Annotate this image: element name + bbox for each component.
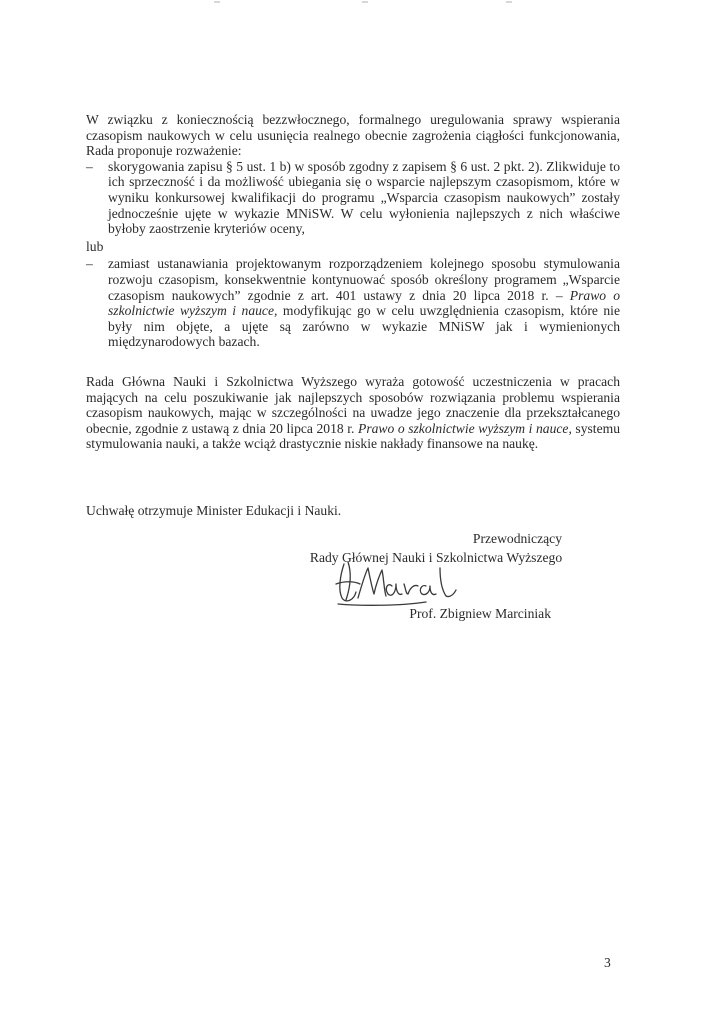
scan-edge-marks [0,0,724,6]
document-body [86,112,620,452]
signatory-council: Rady Głównej Nauki i Szkolnictwa Wyższego [309,550,563,565]
closing-paragraph [86,374,620,452]
proposal-item-2 [86,256,620,350]
signatory-title: Przewodniczący [472,531,562,546]
signatory-name: Prof. Zbigniew Marciniak [409,606,551,621]
intro-paragraph: W związku z koniecznością bezzwłocznego, formalnego uregulowania sprawy wspierania czasopism naukowych w celu usunięcia realnego obecnie zagrożenia ciągłości funkcjonowania, Rada proponuje rozważenie: [86,112,620,159]
closing-text-end: systemu stymulowania nauki, a także wciąż drastycznie niskie nakłady finansowe na naukę. [86,420,620,452]
list-dash: – [86,158,93,174]
proposal-item-1-text: skorygowania zapisu § 5 ust. 1 b) w sposób zgodny z zapisem § 6 ust. 2 pkt. 2). Zlikwiduje to ich sprzeczność i da możliwość ubiegania się o wsparcie najlepszym czasopismom, które w wyniku konkursowej kwalifikacji do programu „Wsparcia czasopism naukowych” zostały jednocześnie ujęte w wykazie MNiSW. W celu wyłonienia najlepszych z nich właściwe byłoby zaostrzenie kryteriów oceny, [108,158,620,237]
page-number: 3 [604,955,611,970]
list-dash: – [86,256,93,272]
handwritten-signature [330,554,470,608]
closing-text: Rada Główna Nauki i Szkolnictwa Wyższego wyraża gotowość uczestniczenia w pracach mających na celu poszukiwanie jak najlepszych sposobów rozwiązania problemu wspierania czasopism naukowych, mając w szczególności na uwadze jego znaczenie dla przekształcanego obecnie, zgodnie z ustawą z dnia 20 lipca 2018 r. [86,373,620,436]
act-title-italic: Prawo o szkolnictwie wyższym i nauce, [108,287,621,319]
closing-act-title-italic: Prawo o szkolnictwie wyższym i nauce, [358,420,572,436]
proposal-item-2-text: zamiast ustanawiania projektowanym rozporządzeniem kolejnego sposobu stymulowania rozwoju czasopism, konsekwentnie kontynuować sposób określony programem „Wsparcie czasopism naukowych” zgodnie z art. 401 ustawy z dnia 20 lipca 2018 r. – [108,256,620,303]
connector-word: lub [86,238,104,254]
proposal-list-2 [86,256,620,350]
recipient-line: Uchwałę otrzymuje Minister Edukacji i Nauki. [86,503,342,518]
proposal-item-1 [86,159,620,237]
proposal-list [86,159,620,237]
proposal-item-2-text-end: modyfikując go w celu uwzględnienia czasopism, które nie były nim objęte, a ujęte są zarówno w wykazie MNiSW jak i wymienionych międzynarodowych bazach. [108,303,620,350]
